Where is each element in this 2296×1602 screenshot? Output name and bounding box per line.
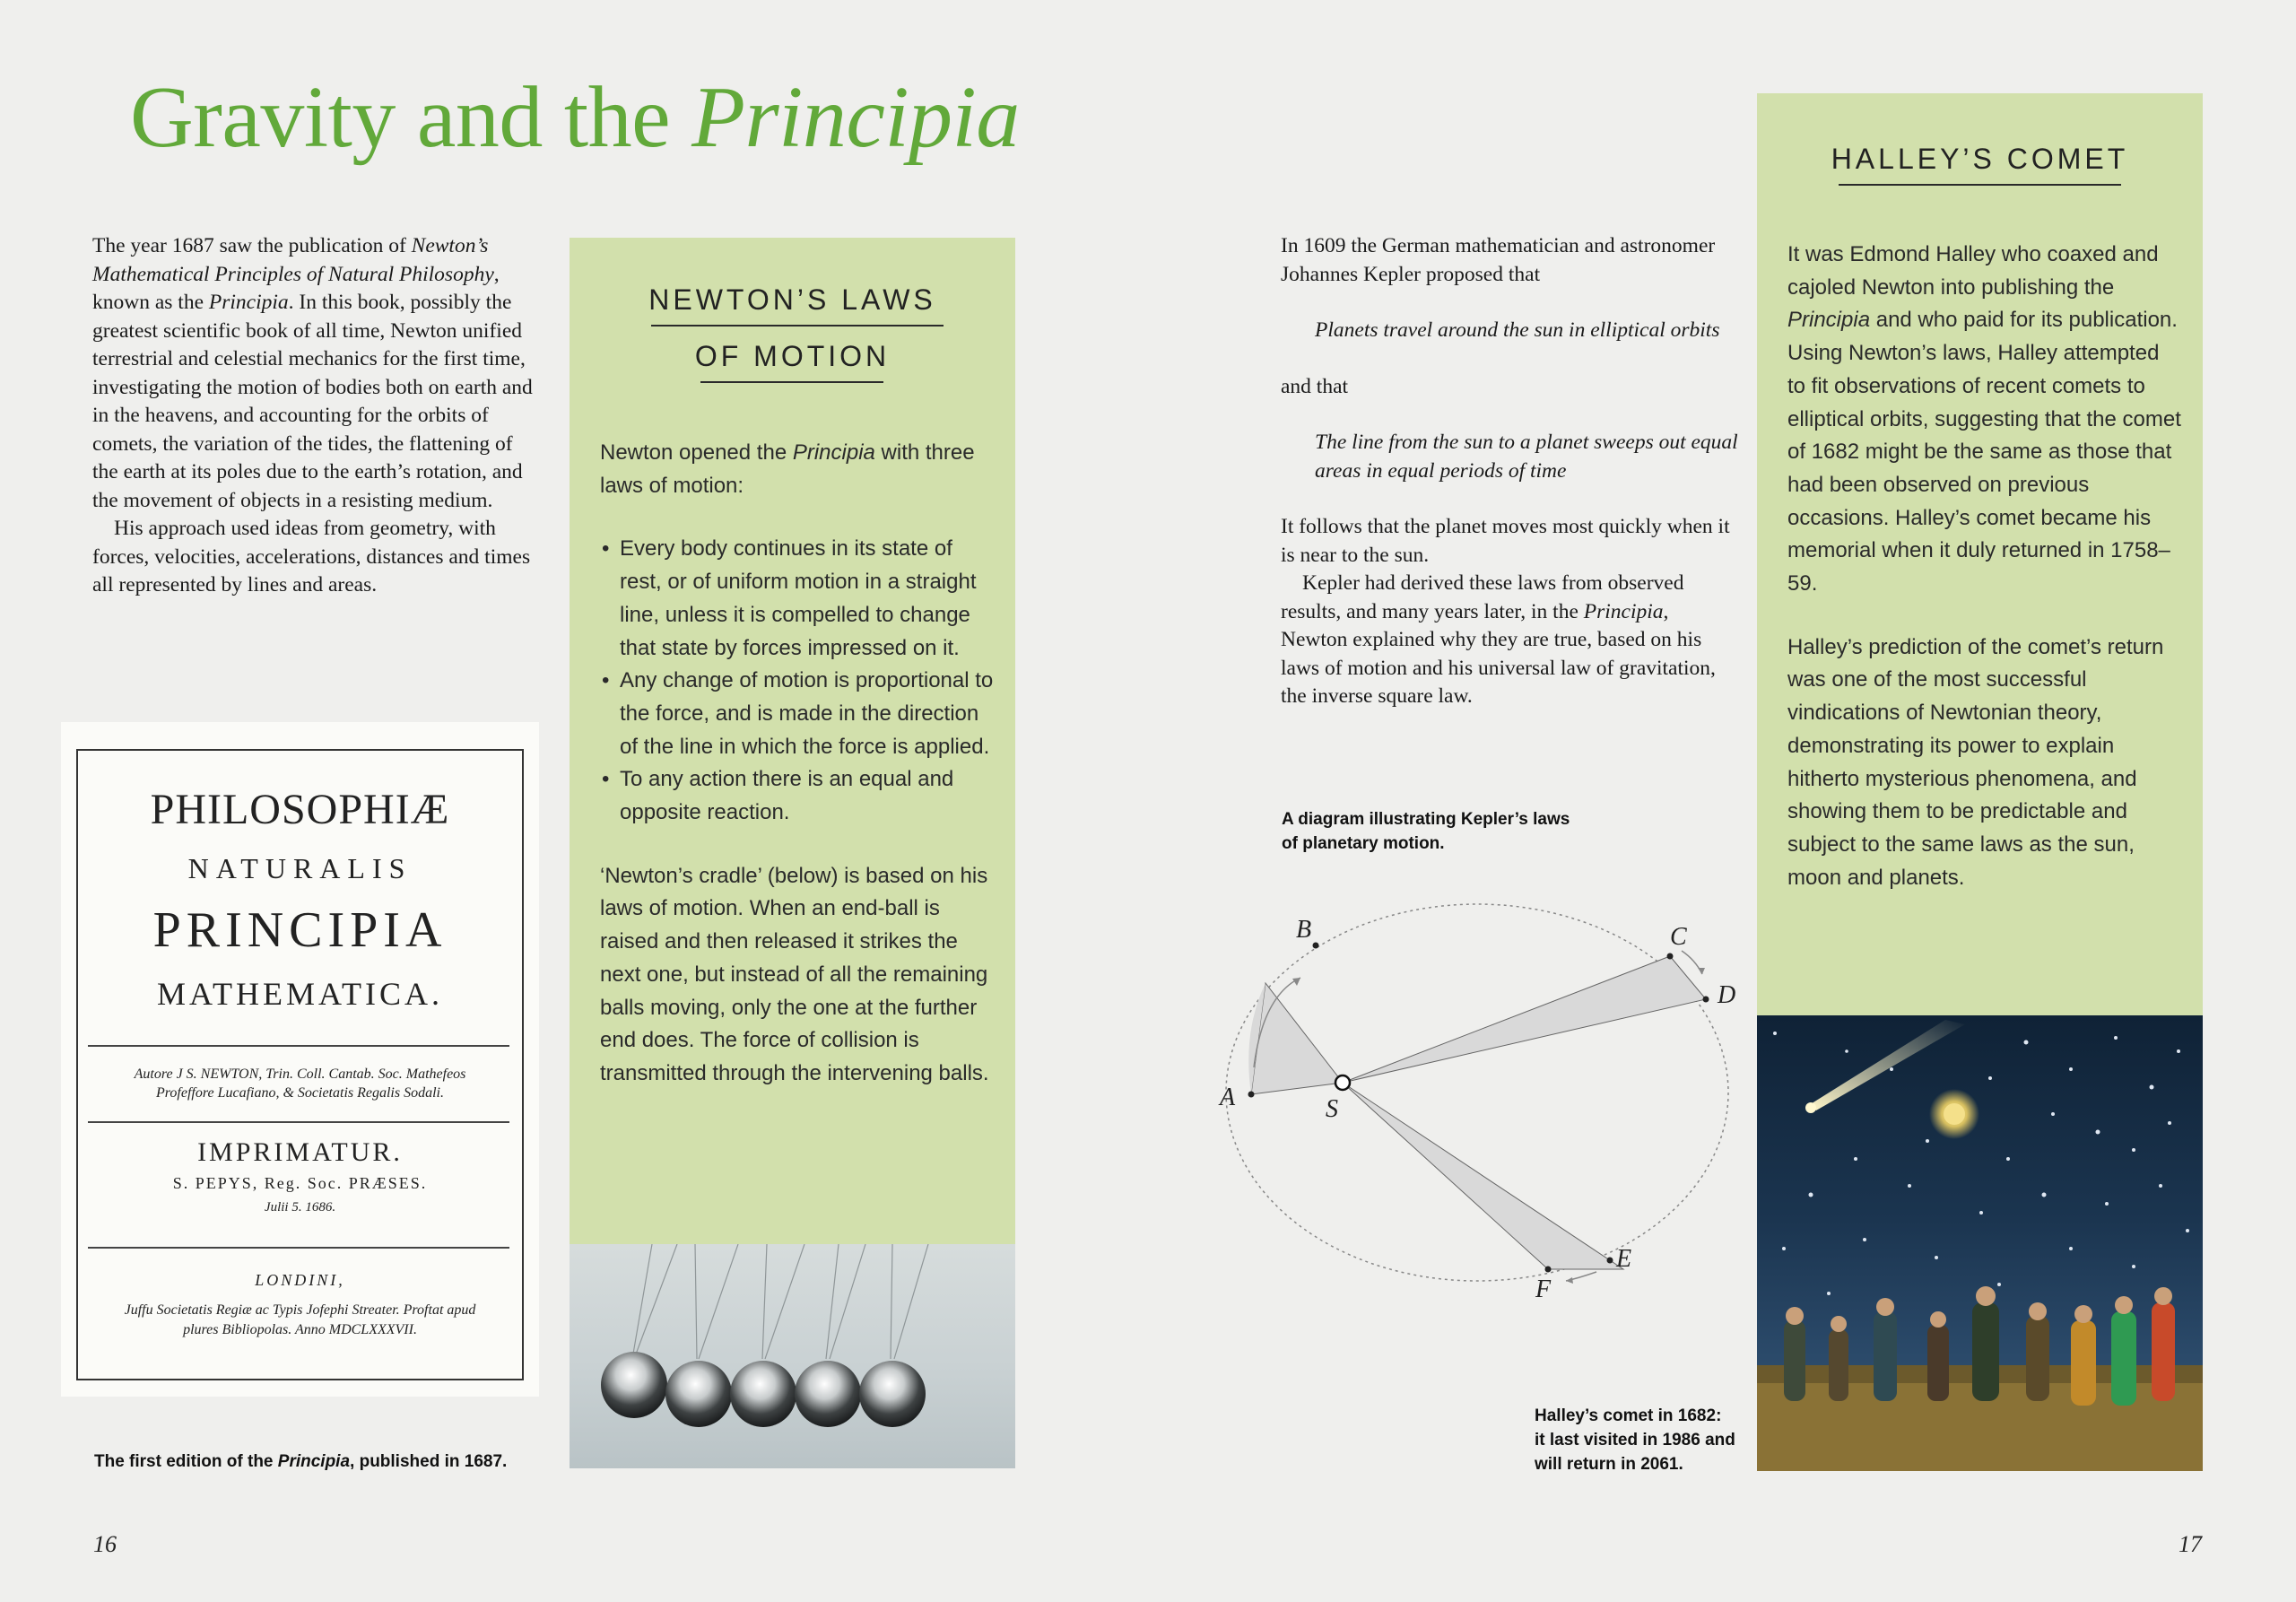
diagram-label-d: D: [1718, 981, 1736, 1009]
law-1: • Every body continues in its state of rest, or of uniform motion in a straight line, unless it is compelled to change that state by forces impressed on it.: [600, 533, 995, 665]
heading-underline-2: [700, 381, 883, 383]
halley-heading-underline: [1839, 184, 2121, 186]
halleys-comet-text: It was Edmond Halley who coaxed and cajoled Newton into publishing the Principia and who paid for its publication. Using Newton’s laws, Halley attempted to fit observations of recent comets to elliptical orbits, suggesting that the comet of 1682 might be the same as those that had been observed on previous occasions. Halley’s comet became his memorial when it duly returned in 1758–59. Halley’s prediction of the comet’s return was one of the most successful vindications of Newtonian theory, demonstrating its power to explain hitherto mysterious phenomena, and showing them to be predictable and subject to the same laws as the sun, moon and planets.: [1787, 242, 2181, 890]
newtons-cradle-image: [570, 1244, 1015, 1468]
diagram-label-c: C: [1670, 923, 1687, 951]
page-number-right: 17: [2179, 1531, 2202, 1557]
diagram-label-a: A: [1220, 1084, 1236, 1111]
kepler-diagram: [1211, 897, 1749, 1319]
newtons-laws-heading-2: OF MOTION: [694, 340, 891, 372]
halleys-comet-painting: [1757, 1015, 2203, 1471]
diagram-label-b: B: [1296, 916, 1312, 944]
kepler-text: In 1609 the German mathematician and astronomer Johannes Kepler proposed that Planets travel around the sun in elliptical orbits and that The line from the sun to a planet sweeps out equal areas in equal periods of time It follows that the planet moves most quickly when it is near to the sun. Kepler had derived these laws from observed results, and many years later, in the Principia, Newton explained why they are true, based on his laws of motion and his universal law of gravitation, the inverse square law.: [1281, 234, 1738, 708]
page-title: Gravity and the Principia: [130, 69, 1020, 166]
law-3: • To any action there is an equal and opposite reaction.: [600, 763, 995, 829]
halleys-comet-heading: HALLEY’S COMET: [1831, 143, 2129, 175]
diagram-label-e: E: [1616, 1245, 1632, 1273]
page-number-left: 16: [93, 1531, 117, 1557]
kepler-diagram-caption: A diagram illustrating Kepler’s laws of planetary motion.: [1282, 810, 1570, 853]
diagram-label-f: F: [1535, 1276, 1552, 1303]
newtons-laws-heading: NEWTON’S LAWS: [648, 283, 936, 316]
title-page-caption: The first edition of the Principia, published in 1687.: [94, 1452, 508, 1471]
principia-title-page-image: PHILOSOPHIÆ NATURALIS PRINCIPIA MATHEMATICA. Autore J S. NEWTON, Trin. Coll. Cantab. Soc. Mathefeos Profeffore Lucafiano, & Societatis Regalis Sodali. IMPRIMATUR. S. PEPYS, Reg. Soc. PRÆSES. Julii 5. 1686. LONDINI, Juffu Societatis Regiæ ac Typis Jofephi Streater. Proftat apud plures Bibliopolas. Anno MDCLXXXVII.: [61, 722, 539, 1397]
cradle-text: ‘Newton’s cradle’ (below) is based on his laws of motion. When an end-ball is raised and then released it strikes the next one, but instead of all the remaining balls moving, only the one at the further end does. The force of collision is transmitted through the intervening balls.: [600, 863, 989, 1085]
law-2: • Any change of motion is proportional to the force, and is made in the direction of the line in which the force is applied.: [600, 665, 995, 763]
halley-comet-caption: Halley’s comet in 1682: it last visited in 1986 and will return in 2061.: [1535, 1406, 1735, 1474]
intro-text: The year 1687 saw the publication of Newton’s Mathematical Principles of Natural Philosophy, known as the Principia. In this book, possibly the greatest scientific book of all time, Newton unified terrestrial and celestial mechanics for the first time, investigating the motion of bodies both on earth and in the heavens, and accounting for the orbits of comets, the variation of the tides, the flattening of the earth at its poles due to the earth’s rotation, and the movement of objects in a resisting medium. His approach used ideas from geometry, with forces, velocities, accelerations, distances and times all represented by lines and areas.: [92, 234, 533, 596]
heading-underline: [651, 325, 944, 326]
diagram-label-s: S: [1326, 1095, 1338, 1123]
newtons-laws-text: Newton opened the Principia with three laws of motion: • Every body continues in its state of rest, or of uniform motion in a straight line, unless it is compelled to change that state by forces impressed on it. • Any change of motion is proportional to the force, and is made in the direction of the line in which the force is applied. • To any action there is an equal and opposite reaction. ‘Newton’s cradle’ (below) is based on his laws of motion. When an end-ball is raised and then released it strikes the next one, but instead of all the remaining balls moving, only the one at the further end does. The force of collision is transmitted through the intervening balls.: [600, 437, 995, 1091]
